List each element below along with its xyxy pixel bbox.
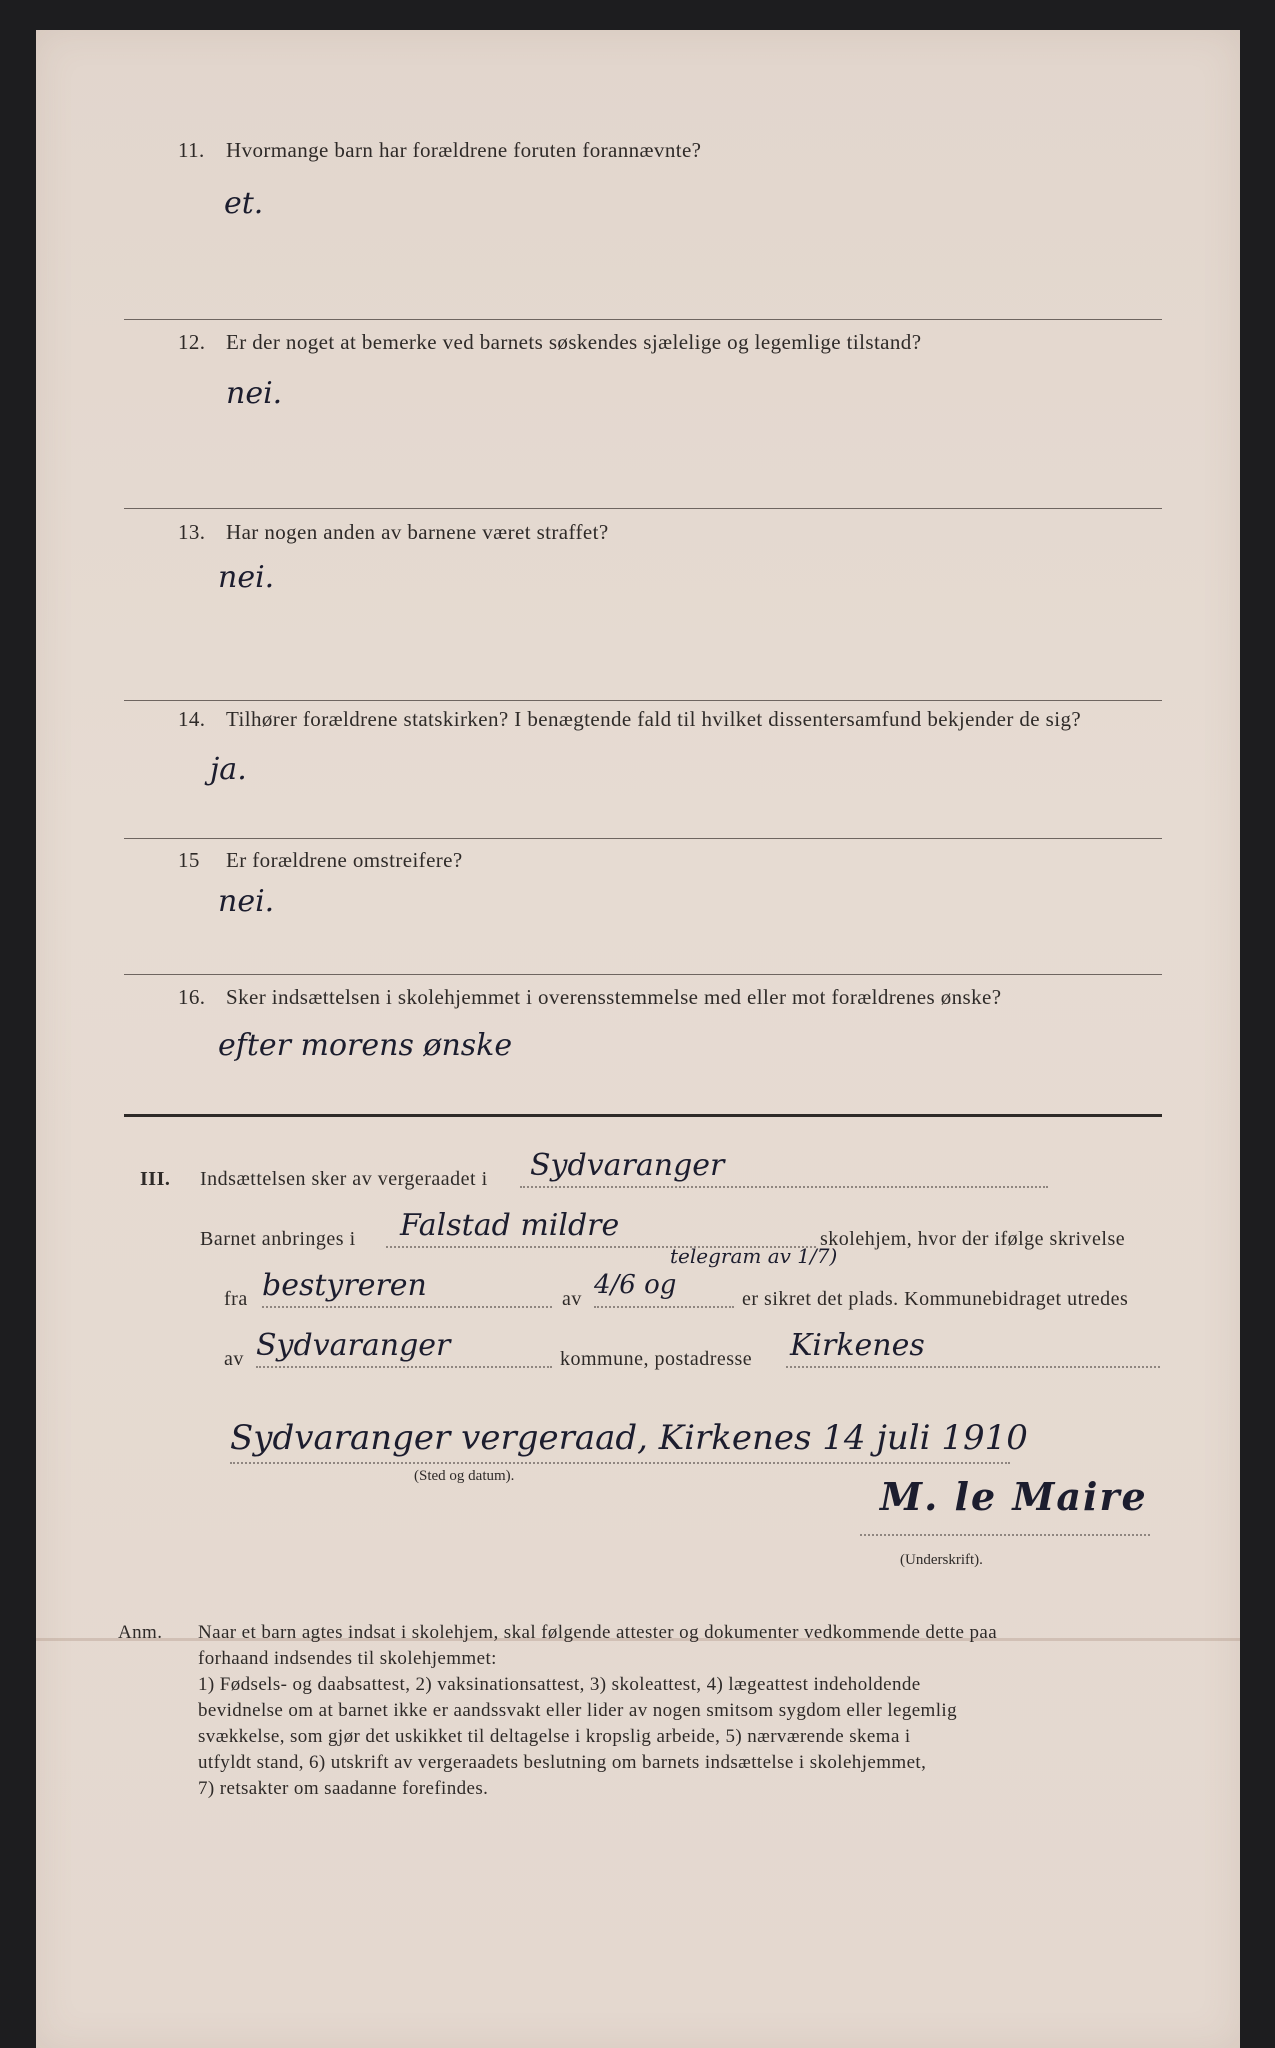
section-divider (124, 1114, 1162, 1117)
vergeraad-label: Indsættelsen sker av vergeraadet i (200, 1168, 488, 1190)
question-15 (178, 848, 463, 873)
note-line: bevidnelse om at barnet ikke er aandssvakt eller lider av nogen smitsom sygdom eller legemlig (198, 1700, 957, 1721)
divider (124, 838, 1162, 839)
from-line (262, 1306, 552, 1308)
secured-text: er sikret det plads. Kommunebidraget utredes (742, 1288, 1129, 1310)
question-12 (178, 330, 921, 355)
postadresse-label: kommune, postadresse (560, 1348, 753, 1370)
date-line (594, 1306, 734, 1308)
question-number: 15 (178, 848, 200, 872)
answer-13: nei. (218, 560, 275, 595)
question-number: 11. (178, 138, 205, 162)
question-text: Er forældrene omstreifere? (226, 848, 463, 872)
divider (124, 700, 1162, 701)
place-date-caption: (Sted og datum). (414, 1468, 515, 1484)
answer-14: ja. (210, 752, 247, 787)
note-line: 7) retsakter om saadanne forefindes. (198, 1778, 489, 1799)
answer-16: efter morens ønske (218, 1028, 513, 1063)
signature-caption: (Underskrift). (900, 1552, 983, 1568)
postadresse-line (786, 1366, 1160, 1368)
vergeraad-line (520, 1186, 1048, 1188)
signature-line (860, 1534, 1150, 1536)
note-line: 1) Fødsels- og daabsattest, 2) vaksinationsattest, 3) skoleattest, 4) lægeattest indeholdende (198, 1674, 921, 1695)
question-13 (178, 520, 609, 545)
note-text (198, 1620, 997, 1802)
answer-15: nei. (218, 884, 275, 919)
question-16 (178, 985, 1001, 1010)
from-value[interactable]: bestyreren (262, 1268, 427, 1303)
place-date-line (230, 1462, 1010, 1464)
vergeraad-value[interactable]: Sydvaranger (530, 1148, 725, 1183)
note-line: svækkelse, som gjør det uskikket til deltagelse i kropslig arbeide, 5) nærværende skema i (198, 1726, 911, 1747)
postadresse-value[interactable]: Kirkenes (790, 1328, 925, 1363)
question-number: 13. (178, 520, 206, 544)
signature: M. le Maire (880, 1474, 1148, 1519)
question-text: Er der noget at bemerke ved barnets søskendes sjælelige og legemlige tilstand? (226, 330, 922, 354)
institution-value[interactable]: Falstad mildre (400, 1208, 620, 1243)
note-label: Anm. (118, 1622, 163, 1643)
av-label: av (562, 1288, 582, 1310)
question-text: Tilhører forældrene statskirken? I benægtende fald til hvilket dissentersamfund bekjender de sig? (226, 707, 1082, 731)
telegram-note: telegram av 1/7) (670, 1244, 838, 1268)
from-label: fra (224, 1288, 248, 1310)
question-text: Har nogen anden av barnene været straffet? (226, 520, 609, 544)
divider (124, 319, 1162, 320)
municipality-av-label: av (224, 1348, 244, 1370)
institution-label: Barnet anbringes i (200, 1228, 356, 1250)
municipality-value[interactable]: Sydvaranger (256, 1328, 451, 1363)
question-number: 14. (178, 707, 206, 731)
note-line: utfyldt stand, 6) utskrift av vergeraadets beslutning om barnets indsættelse i skolehjemmet, (198, 1752, 927, 1773)
place-date-value[interactable]: Sydvaranger vergeraad, Kirkenes 14 juli 1910 (230, 1418, 1028, 1458)
note-line: Naar et barn agtes indsat i skolehjem, skal følgende attester og dokumenter vedkommende dette paa (198, 1622, 998, 1643)
institution-tail: skolehjem, hvor der ifølge skrivelse (820, 1228, 1126, 1250)
answer-11: et. (224, 186, 264, 221)
note-line: forhaand indsendes til skolehjemmet: (198, 1648, 497, 1669)
answer-12: nei. (226, 376, 283, 411)
divider (124, 508, 1162, 509)
section-number: III. (140, 1168, 171, 1190)
question-number: 12. (178, 330, 206, 354)
question-14 (178, 707, 1081, 732)
letter-date[interactable]: 4/6 og (594, 1270, 677, 1300)
question-text: Hvormange barn har forældrene foruten forannævnte? (226, 138, 702, 162)
question-11 (178, 138, 701, 163)
municipality-line (256, 1366, 552, 1368)
question-text: Sker indsættelsen i skolehjemmet i overensstemmelse med eller mot forældrenes ønske? (226, 985, 1002, 1009)
divider (124, 974, 1162, 975)
question-number: 16. (178, 985, 206, 1009)
